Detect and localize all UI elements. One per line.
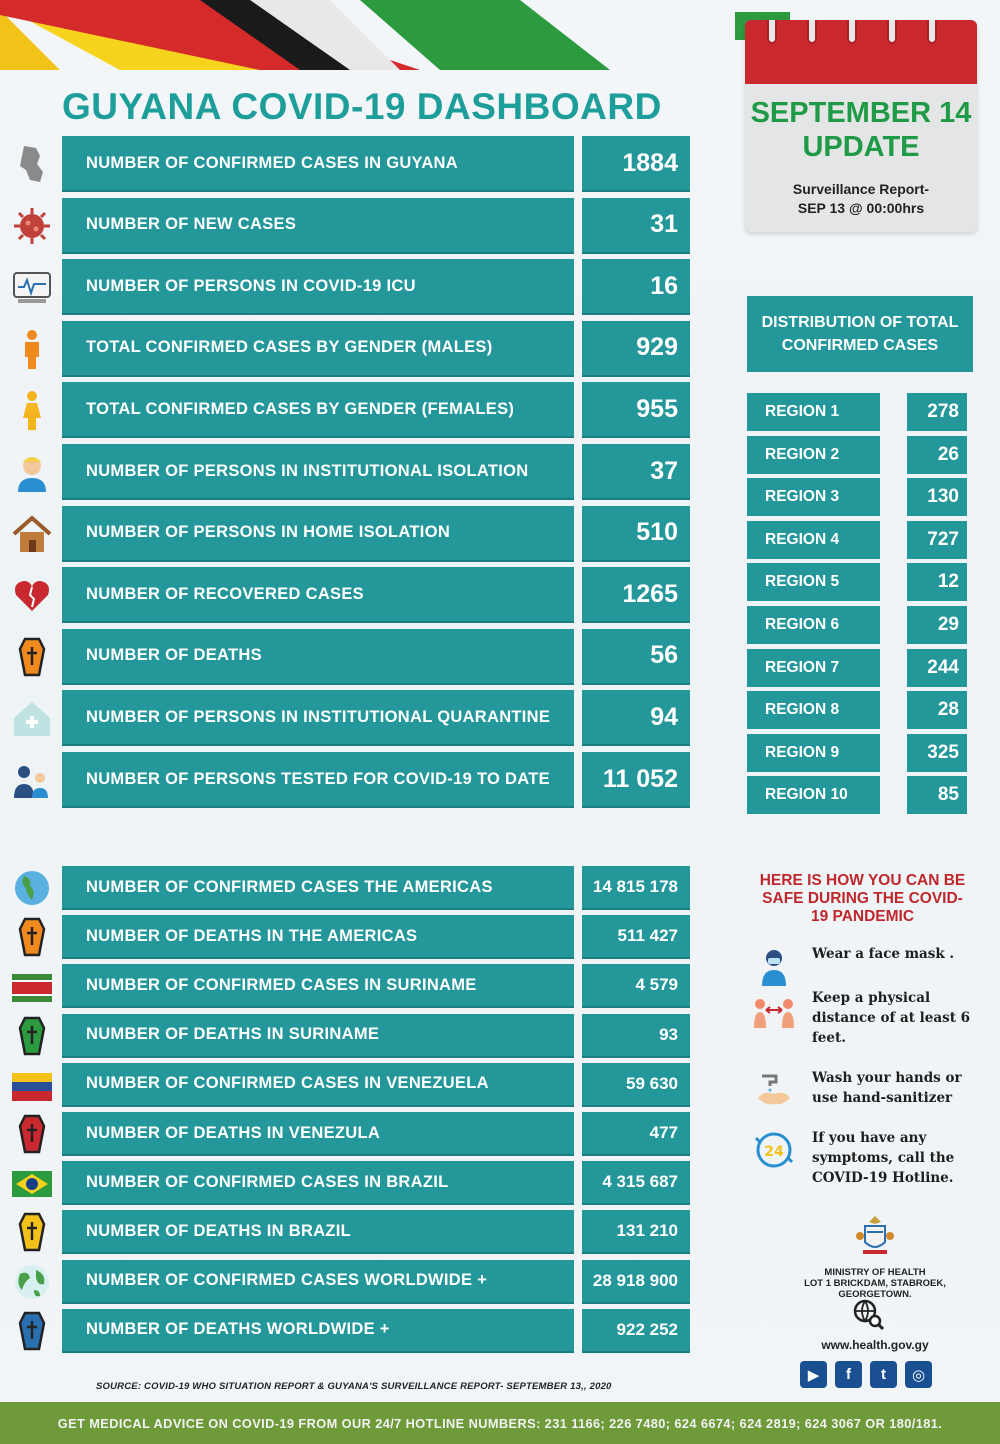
stat-value: 37 [582,444,690,500]
coffin-yellow-icon [10,1210,54,1254]
stat-label: NUMBER OF DEATHS WORLDWIDE + [62,1309,574,1353]
stat-value: 14 815 178 [582,866,690,910]
safety-tip-text: Keep a physical distance of at least 6 feet. [812,990,971,1046]
region-label: REGION 7 [747,649,880,687]
svg-text:24: 24 [764,1144,784,1160]
region-label: REGION 1 [747,393,880,431]
stat-label: NUMBER OF DEATHS IN SURINAME [62,1014,574,1058]
region-value: 12 [907,563,967,601]
safety-title-line1: HERE IS HOW YOU CAN BE [759,872,966,889]
stat-label: NUMBER OF DEATHS [62,629,574,685]
stat-value: 929 [582,321,690,377]
nurse-icon [10,450,54,494]
stat-label: NUMBER OF CONFIRMED CASES IN SURINAME [62,964,574,1008]
stat-label: NUMBER OF CONFIRMED CASES IN BRAZIL [62,1161,574,1205]
stat-value: 477 [582,1112,690,1156]
hand-wash-icon [748,1068,800,1112]
stat-label: NUMBER OF CONFIRMED CASES IN GUYANA [62,136,574,192]
venezuela-flag-icon [10,1063,54,1107]
hotline-footer: GET MEDICAL ADVICE ON COVID-19 FROM OUR 24/7 HOTLINE NUMBERS: 231 1166; 226 7480; 624 6674; 624 2819; 624 3067 OR 180/181. [0,1402,1000,1444]
stat-value: 511 427 [582,915,690,959]
region-label: REGION 2 [747,436,880,474]
globe-world-icon [10,1260,54,1304]
stat-row [62,198,690,254]
social-links [800,1361,940,1389]
stat-label: NUMBER OF PERSONS IN COVID-19 ICU [62,259,574,315]
stat-row [62,964,690,1008]
stat-value: 4 579 [582,964,690,1008]
stat-label: NUMBER OF PERSONS TESTED FOR COVID-19 TO DATE [62,752,574,808]
stat-label: NUMBER OF DEATHS IN THE AMERICAS [62,915,574,959]
stat-label: NUMBER OF NEW CASES [62,198,574,254]
distribution-title-line1: DISTRIBUTION OF TOTAL [761,314,959,331]
region-row [747,734,967,772]
safety-title-line3: 19 PANDEMIC [810,908,915,925]
stat-row [62,382,690,438]
coffin-red-icon [10,1112,54,1156]
stat-row [62,1161,690,1205]
stat-row [62,866,690,910]
stat-row [62,629,690,685]
distribution-title [747,296,973,372]
quarantine-house-icon [10,696,54,740]
source-note: SOURCE: COVID-19 WHO SITUATION REPORT & GUYANA'S SURVEILLANCE REPORT- SEPTEMBER 13,, 2020 [96,1381,612,1392]
ministry-name: MINISTRY OF HEALTH [824,1267,926,1278]
coffin-green-icon [10,1014,54,1058]
youtube-icon[interactable]: ▶ [800,1361,827,1388]
region-label: REGION 6 [747,606,880,644]
region-value: 727 [907,521,967,559]
region-label: REGION 5 [747,563,880,601]
stat-value: 59 630 [582,1063,690,1107]
stat-label: NUMBER OF RECOVERED CASES [62,567,574,623]
calendar-ring-icon [767,20,777,44]
brazil-flag-icon [10,1161,54,1205]
stat-row [62,321,690,377]
surveillance-note [745,180,977,218]
region-label: REGION 8 [747,691,880,729]
region-row [747,393,967,431]
hotline-24-icon [748,1128,800,1172]
calendar-ring-icon [847,20,857,44]
stat-row [62,567,690,623]
stat-row [62,1112,690,1156]
region-value: 85 [907,776,967,814]
stat-label: NUMBER OF CONFIRMED CASES WORLDWIDE + [62,1260,574,1304]
region-label: REGION 9 [747,734,880,772]
calendar-ring-icon [807,20,817,44]
stat-label: NUMBER OF CONFIRMED CASES IN VENEZUELA [62,1063,574,1107]
stat-row [62,506,690,562]
stat-value: 131 210 [582,1210,690,1254]
coffin-icon [10,635,54,679]
update-calendar [745,20,977,232]
safety-tip-text: Wear a face mask . [812,946,955,962]
region-row [747,521,967,559]
stat-row [62,752,690,808]
region-value: 325 [907,734,967,772]
stat-value: 1884 [582,136,690,192]
female-figure-icon [10,388,54,432]
ministry-city: GEORGETOWN. [838,1289,912,1300]
swab-test-icon [10,758,54,802]
stat-value: 922 252 [582,1309,690,1353]
region-value: 28 [907,691,967,729]
region-label: REGION 10 [747,776,880,814]
stat-row [62,444,690,500]
region-row [747,436,967,474]
stat-row [62,1309,690,1353]
calendar-ring-icon [927,20,937,44]
stat-label: NUMBER OF DEATHS IN BRAZIL [62,1210,574,1254]
stat-row [62,259,690,315]
update-date [745,96,977,164]
surveillance-line2: SEP 13 @ 00:00hrs [797,200,925,216]
stat-value: 56 [582,629,690,685]
region-row [747,563,967,601]
heart-icon [10,573,54,617]
stat-value: 1265 [582,567,690,623]
stat-row [62,1063,690,1107]
guyana-map-icon [10,142,54,186]
region-row [747,478,967,516]
instagram-icon[interactable]: ◎ [905,1361,932,1388]
stat-row [62,1014,690,1058]
web-search-icon [852,1298,884,1330]
stat-value: 510 [582,506,690,562]
stat-value: 31 [582,198,690,254]
male-figure-icon [10,327,54,371]
suriname-flag-icon [10,964,54,1008]
ministry-block [790,1214,960,1300]
stat-label: NUMBER OF CONFIRMED CASES THE AMERICAS [62,866,574,910]
region-value: 130 [907,478,967,516]
region-value: 29 [907,606,967,644]
facebook-icon[interactable]: f [835,1361,862,1388]
safety-title-line2: SAFE DURING THE COVID- [762,890,963,907]
page-title: GUYANA COVID-19 DASHBOARD [62,86,662,127]
stat-value: 11 052 [582,752,690,808]
calendar-ring-icon [887,20,897,44]
region-value: 26 [907,436,967,474]
stat-label: NUMBER OF DEATHS IN VENEZULA [62,1112,574,1156]
stat-value: 93 [582,1014,690,1058]
house-icon [10,512,54,556]
stat-value: 955 [582,382,690,438]
face-mask-icon [748,944,800,988]
ministry-address: LOT 1 BRICKDAM, STABROEK, [804,1278,946,1289]
twitter-icon[interactable]: t [870,1361,897,1388]
stat-value: 28 918 900 [582,1260,690,1304]
region-label: REGION 4 [747,521,880,559]
website-link[interactable]: www.health.gov.gy [821,1338,929,1352]
coffin-blue-icon [10,1309,54,1353]
globe-americas-icon [10,866,54,910]
stat-label: NUMBER OF PERSONS IN INSTITUTIONAL ISOLATION [62,444,574,500]
coffin-icon [10,915,54,959]
region-label: REGION 3 [747,478,880,516]
update-date-line2: UPDATE [802,131,920,163]
surveillance-line1: Surveillance Report- [792,181,930,197]
stat-label: NUMBER OF PERSONS IN HOME ISOLATION [62,506,574,562]
stat-value: 94 [582,690,690,746]
stat-row [62,915,690,959]
stat-value: 16 [582,259,690,315]
stat-value: 4 315 687 [582,1161,690,1205]
stat-row [62,690,690,746]
calendar-header [745,20,977,84]
stat-label: NUMBER OF PERSONS IN INSTITUTIONAL QUARANTINE [62,690,574,746]
distribution-title-line2: CONFIRMED CASES [781,337,939,354]
stat-row [62,1260,690,1304]
region-value: 244 [907,649,967,687]
region-row [747,606,967,644]
virus-icon [10,204,54,248]
safety-tip-text: If you have any symptoms, call the COVID-19 Hotline. [812,1130,955,1186]
update-date-line1: SEPTEMBER 14 [750,97,972,129]
region-row [747,691,967,729]
safety-tip-text: Wash your hands or use hand-sanitizer [812,1070,962,1106]
safety-title [740,872,985,926]
coat-of-arms-icon [855,1214,895,1256]
distance-icon [748,988,800,1032]
region-value: 278 [907,393,967,431]
icu-monitor-icon [10,265,54,309]
stat-row [62,1210,690,1254]
region-row [747,649,967,687]
region-row [747,776,967,814]
stat-row [62,136,690,192]
stat-label: TOTAL CONFIRMED CASES BY GENDER (FEMALES) [62,382,574,438]
stat-label: TOTAL CONFIRMED CASES BY GENDER (MALES) [62,321,574,377]
